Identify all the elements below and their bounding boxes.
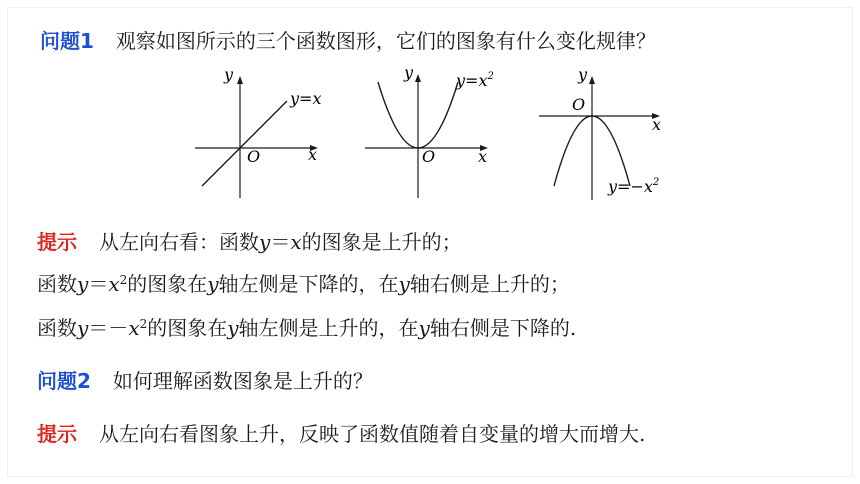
hint-1-line-3-var-x: x: [128, 316, 140, 340]
graph-parabola-up-function-label: $y=x^2$: [456, 71, 494, 90]
hint-2-text: 从左向右看图象上升，反映了函数值随着自变量的增大而增大.: [99, 422, 646, 446]
hint-1-line-2-text-a: 函数: [37, 272, 77, 296]
hint-1-line-2-text-c: 轴左侧是下降的，在: [218, 272, 399, 296]
hint-1-line-2-var-y3: y: [398, 272, 410, 296]
graph-parabola-up-y-axis-label: y: [404, 64, 414, 82]
hint-1-line-3-var-y: y: [77, 316, 89, 340]
hint-1-line-2-var-y: y: [77, 272, 89, 296]
graph-linear-y-axis-label: y: [224, 66, 234, 84]
graph-linear-origin-label: O: [247, 147, 261, 166]
graph-parabola-down-origin-label: O: [572, 95, 586, 114]
hint-1-line-2: [37, 270, 570, 298]
graph-linear-function-label: y=x: [290, 89, 322, 108]
question-2-text: 如何理解函数图象是上升的？: [112, 369, 373, 393]
hint-1-line-1-equals: ＝: [270, 230, 291, 254]
question-2: [37, 367, 373, 395]
graph-parabola-up-x-axis-label: x: [478, 147, 488, 166]
question-1-label: 问题1: [40, 29, 94, 53]
hint-1-line-3: [37, 314, 576, 342]
graph-parabola-down-x-axis-label: x: [652, 115, 662, 134]
hint-1-line-1-text-a: 从左向右看：函数: [99, 230, 259, 254]
hint-2: [37, 420, 645, 448]
hint-1-line-2-text-d: 轴右侧是上升的；: [409, 272, 570, 296]
hint-1-line-3-var-y2: y: [227, 316, 239, 340]
hint-1-line-3-text-a: 函数: [37, 316, 77, 340]
hint-1-line-3-var-y3: y: [418, 316, 430, 340]
hint-1-line-1-var-x: x: [290, 230, 302, 254]
hint-1-line-1-var-y: y: [259, 230, 271, 254]
graph-parabola-down-y-axis-label: y: [578, 66, 588, 84]
hint-1-line-3-equals: ＝－: [88, 316, 129, 340]
hint-1-line-2-exponent: 2: [119, 273, 128, 287]
hint-1-line-2-var-x: x: [108, 272, 120, 296]
hint-1-line-2-text-b: 的图象在: [127, 272, 208, 296]
hint-1-line-3-text-c: 轴左侧是上升的，在: [238, 316, 419, 340]
hint-1-line-3-exponent: 2: [139, 317, 148, 331]
question-1: [40, 27, 656, 55]
hint-1-line-3-text-d: 轴右侧是下降的.: [429, 316, 577, 340]
question-2-label: 问题2: [37, 369, 91, 393]
graph-parabola-down: [534, 66, 684, 202]
hint-1-line-1-text-b: 的图象是上升的；: [301, 230, 462, 254]
hint-1-label: 提示: [37, 230, 77, 254]
hint-1-line-2-equals: ＝: [88, 272, 109, 296]
graph-parabola-up-origin-label: O: [422, 147, 436, 166]
graph-linear-x-axis-label: x: [308, 145, 318, 164]
hint-2-label: 提示: [37, 422, 77, 446]
hint-1-line-3-text-b: 的图象在: [147, 316, 228, 340]
graph-linear: [190, 66, 340, 202]
hint-1-line-2-var-y2: y: [207, 272, 219, 296]
hint-1-line-1: [37, 228, 462, 256]
graph-parabola-up: [360, 64, 510, 202]
graph-parabola-down-function-label: $y=-x^2$: [608, 177, 660, 196]
question-1-text: 观察如图所示的三个函数图形，它们的图象有什么变化规律？: [115, 29, 656, 53]
